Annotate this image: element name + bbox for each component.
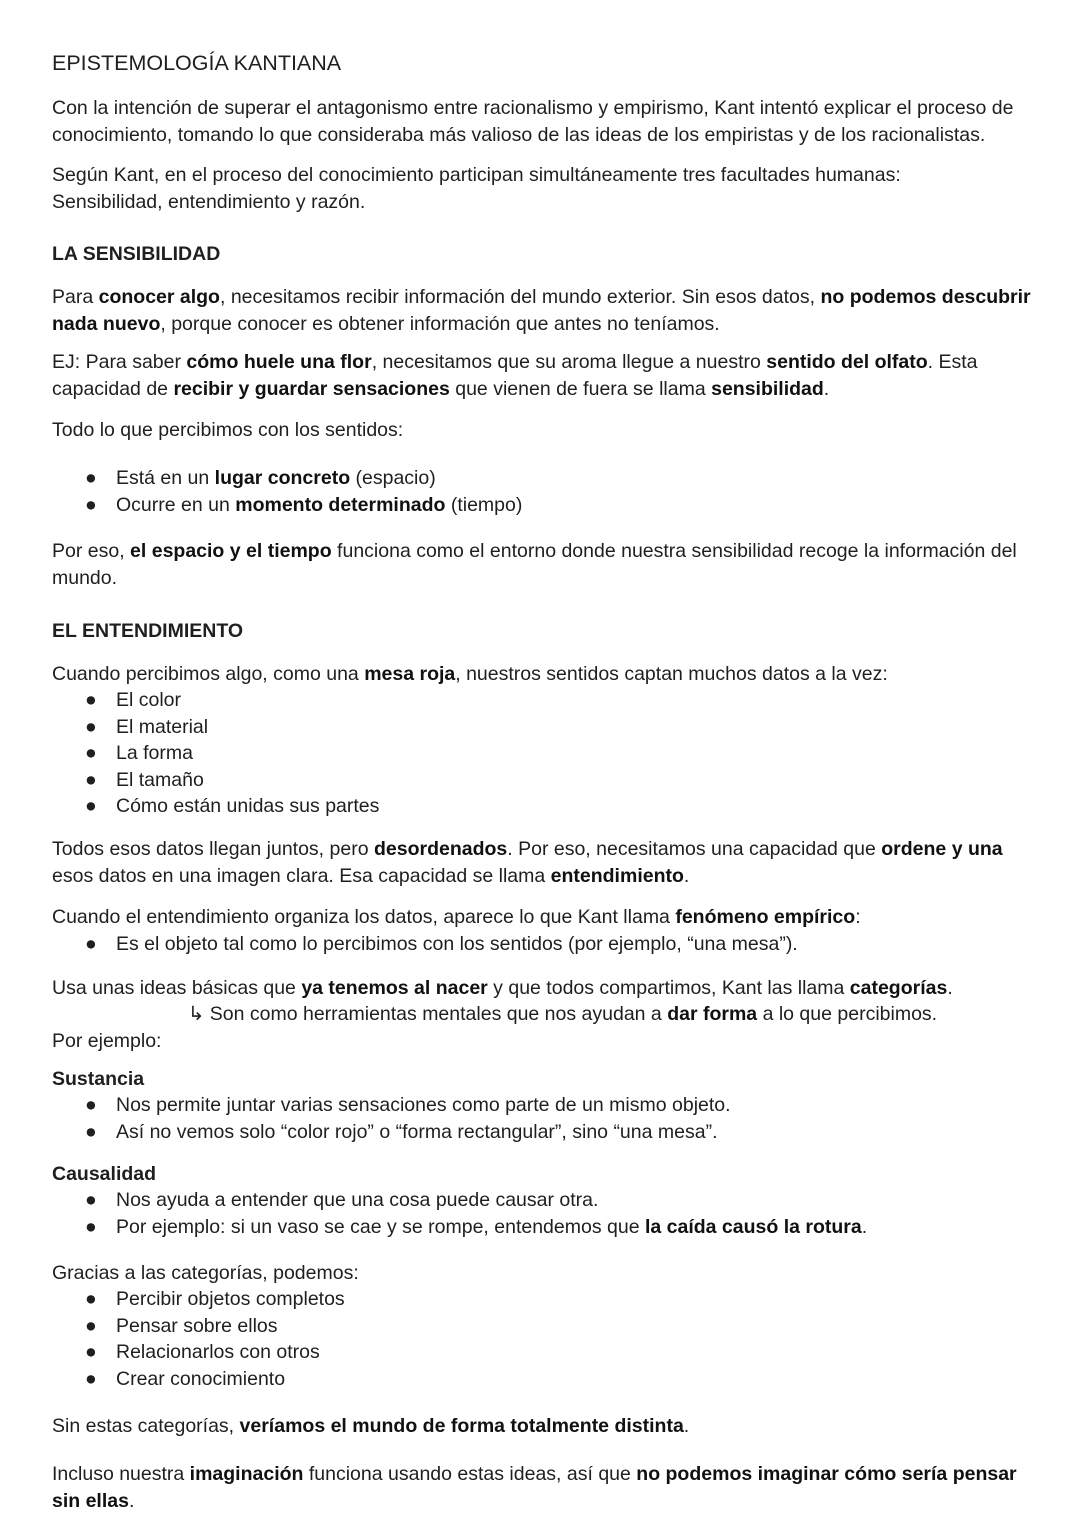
- text-run: .: [823, 377, 830, 400]
- list-item: [52, 492, 1040, 519]
- bold-text: imaginación: [189, 1463, 304, 1485]
- list-item: [52, 465, 1040, 492]
- text-run: , nuestros sentidos captan muchos datos a la vez:: [455, 663, 888, 685]
- text-run: Por ejemplo: si un vaso se cae y se rompe, entendemos que: [116, 1215, 645, 1238]
- text-run: (tiempo): [445, 493, 523, 516]
- paragraph: [52, 1413, 1040, 1440]
- list-item: [52, 1313, 1040, 1340]
- text-run: Incluso nuestra: [52, 1463, 190, 1485]
- bullet-icon: ●: [85, 689, 97, 711]
- text-run: y que todos compartimos, Kant las llama: [487, 977, 850, 999]
- bullet-icon: ●: [85, 742, 97, 764]
- text-run: Ocurre en un: [116, 493, 236, 516]
- bold-text: sentido del olfato: [766, 351, 928, 373]
- paragraph: [52, 538, 1040, 591]
- arrow-note: [52, 1001, 1040, 1028]
- text-run: funciona usando estas ideas, así que: [303, 1463, 637, 1485]
- list-item: [52, 793, 1040, 820]
- bold-text: conocer algo: [98, 286, 220, 308]
- bullet-icon: ●: [85, 795, 97, 817]
- list-item: [52, 740, 1040, 767]
- paragraph: [52, 417, 1040, 444]
- bold-text: momento determinado: [235, 493, 446, 516]
- paragraph: [52, 975, 1040, 1002]
- text-run: Sin estas categorías,: [52, 1415, 240, 1437]
- text-run: , necesitamos recibir información del mundo exterior. Sin esos datos,: [219, 286, 821, 308]
- section-heading: Sustancia: [52, 1068, 145, 1090]
- section-heading: LA SENSIBILIDAD: [52, 243, 221, 265]
- text-run: Todos esos datos llegan juntos, pero: [52, 838, 374, 860]
- text-run: .: [683, 1415, 690, 1437]
- text-run: Sensibilidad, entendimiento y razón.: [52, 190, 366, 213]
- bold-text: cómo huele una flor: [186, 351, 372, 373]
- list-item: [52, 1366, 1040, 1393]
- text-run: a lo que percibimos.: [757, 1003, 938, 1025]
- text-run: :: [855, 906, 861, 928]
- text-run: Nos ayuda a entender que una cosa puede causar otra.: [116, 1189, 599, 1211]
- text-run: La forma: [116, 742, 193, 764]
- bullet-icon: ●: [85, 933, 97, 955]
- bold-text: lugar concreto: [214, 467, 351, 489]
- text-run: EJ: Para saber: [52, 351, 187, 373]
- text-run: Nos permite juntar varias sensaciones como parte de un mismo objeto.: [116, 1094, 731, 1116]
- paragraph: [52, 661, 1040, 688]
- bullet-list: [52, 1187, 1040, 1240]
- text-run: Por ejemplo:: [52, 1030, 162, 1052]
- paragraph: [52, 904, 1040, 931]
- text-run: Por eso,: [52, 540, 131, 562]
- bullet-icon: ●: [85, 1367, 97, 1390]
- text-run: El tamaño: [116, 768, 204, 791]
- bullet-list: [52, 1286, 1040, 1392]
- bullet-icon: ●: [85, 1120, 97, 1143]
- list-item: [52, 931, 1040, 958]
- text-run: .: [947, 977, 953, 999]
- bold-text: el espacio y el tiempo: [130, 540, 332, 562]
- paragraph: [52, 162, 1040, 215]
- bold-text: no podemos descubrir nada nuevo: [52, 286, 1031, 335]
- paragraph: [52, 836, 1040, 889]
- bullet-icon: ●: [85, 1341, 97, 1363]
- text-run: , porque conocer es obtener información que antes no teníamos.: [160, 312, 720, 335]
- bold-text: ya tenemos al nacer: [301, 977, 488, 999]
- text-run: El material: [116, 715, 209, 738]
- paragraph: [52, 1461, 1040, 1514]
- text-run: .: [128, 1489, 135, 1512]
- text-run: Con la intención de superar el antagonismo entre racionalismo y empirismo, Kant intentó explicar el proceso de conocimiento, tomando lo que consideraba más valioso de las ideas de los empiristas y de los racionalistas.: [52, 97, 1014, 146]
- text-run: Percibir objetos completos: [116, 1288, 345, 1310]
- list-item: [52, 1187, 1040, 1214]
- text-run: El color: [116, 689, 182, 711]
- paragraph: [52, 1028, 1040, 1055]
- bullet-icon: ●: [85, 715, 97, 738]
- bullet-list: [52, 687, 1040, 820]
- section-heading: Causalidad: [52, 1163, 157, 1185]
- bold-text: recibir y guardar sensaciones: [173, 377, 450, 400]
- bullet-icon: ●: [85, 768, 97, 791]
- text-run: Cuando percibimos algo, como una: [52, 663, 365, 685]
- section-heading: EL ENTENDIMIENTO: [52, 620, 244, 642]
- document-title: EPISTEMOLOGÍA KANTIANA: [52, 51, 342, 75]
- text-run: .: [861, 1215, 868, 1238]
- text-run: esos datos en una imagen clara. Esa capacidad se llama: [52, 864, 551, 887]
- list-item: [52, 687, 1040, 714]
- list-item: [52, 1119, 1040, 1146]
- bold-text: mesa roja: [364, 663, 456, 685]
- list-item: [52, 1214, 1040, 1241]
- bold-text: categorías: [849, 977, 948, 999]
- text-run: (espacio): [350, 467, 436, 489]
- text-run: , necesitamos que su aroma llegue a nuestro: [371, 351, 767, 373]
- bullet-icon: ●: [85, 467, 97, 489]
- text-run: Cómo están unidas sus partes: [116, 795, 380, 817]
- bold-text: ordene y una: [881, 838, 1003, 860]
- bullet-list: [52, 931, 1040, 958]
- text-run: Pensar sobre ellos: [116, 1314, 278, 1337]
- bold-text: veríamos el mundo de forma totalmente distinta: [239, 1415, 684, 1437]
- bullet-icon: ●: [85, 1189, 97, 1211]
- text-run: .: [683, 864, 690, 887]
- bullet-list: [52, 465, 1040, 518]
- bullet-icon: ●: [85, 1314, 97, 1337]
- text-run: Relacionarlos con otros: [116, 1341, 320, 1363]
- bold-text: la caída causó la rotura: [644, 1215, 862, 1238]
- paragraph: [52, 284, 1040, 337]
- paragraph: [52, 95, 1040, 148]
- text-run: Gracias a las categorías, podemos:: [52, 1262, 359, 1284]
- bold-text: desordenados: [373, 838, 508, 860]
- list-item: [52, 714, 1040, 741]
- text-run: Está en un: [116, 467, 215, 489]
- list-item: [52, 1339, 1040, 1366]
- text-run: Usa unas ideas básicas que: [52, 977, 302, 999]
- bold-text: no podemos imaginar cómo sería pensar sin ellas: [52, 1463, 1017, 1512]
- text-run: funciona como el entorno donde nuestra sensibilidad recoge la información del mundo.: [52, 540, 1017, 589]
- bold-text: fenómeno empírico: [675, 906, 856, 928]
- paragraph: [52, 349, 1040, 402]
- bullet-icon: ●: [85, 1215, 97, 1238]
- text-run: que vienen de fuera se llama: [449, 377, 712, 400]
- text-run: Así no vemos solo “color rojo” o “forma rectangular”, sino “una mesa”.: [116, 1120, 718, 1143]
- bullet-icon: ●: [85, 1094, 97, 1116]
- text-run: . Esta capacidad de: [52, 351, 978, 400]
- text-run: Según Kant, en el proceso del conocimiento participan simultáneamente tres facultades humanas:: [52, 164, 901, 186]
- text-run: Cuando el entendimiento organiza los datos, aparece lo que Kant llama: [52, 906, 676, 928]
- text-run: ↳ Son como herramientas mentales que nos ayudan a: [188, 1003, 668, 1025]
- text-run: Es el objeto tal como lo percibimos con los sentidos (por ejemplo, “una mesa”).: [116, 933, 798, 955]
- bullet-icon: ●: [85, 1288, 97, 1310]
- list-item: [52, 1092, 1040, 1119]
- text-run: Crear conocimiento: [116, 1367, 286, 1390]
- paragraph: [52, 1260, 1040, 1287]
- bold-text: sensibilidad: [711, 377, 824, 400]
- text-run: . Por eso, necesitamos una capacidad que: [507, 838, 882, 860]
- bullet-list: [52, 1092, 1040, 1145]
- text-run: Para: [52, 286, 99, 308]
- text-run: Todo lo que percibimos con los sentidos:: [52, 419, 404, 441]
- list-item: [52, 1286, 1040, 1313]
- bullet-icon: ●: [85, 493, 97, 516]
- list-item: [52, 767, 1040, 794]
- bold-text: entendimiento: [550, 864, 684, 887]
- bold-text: dar forma: [667, 1003, 758, 1025]
